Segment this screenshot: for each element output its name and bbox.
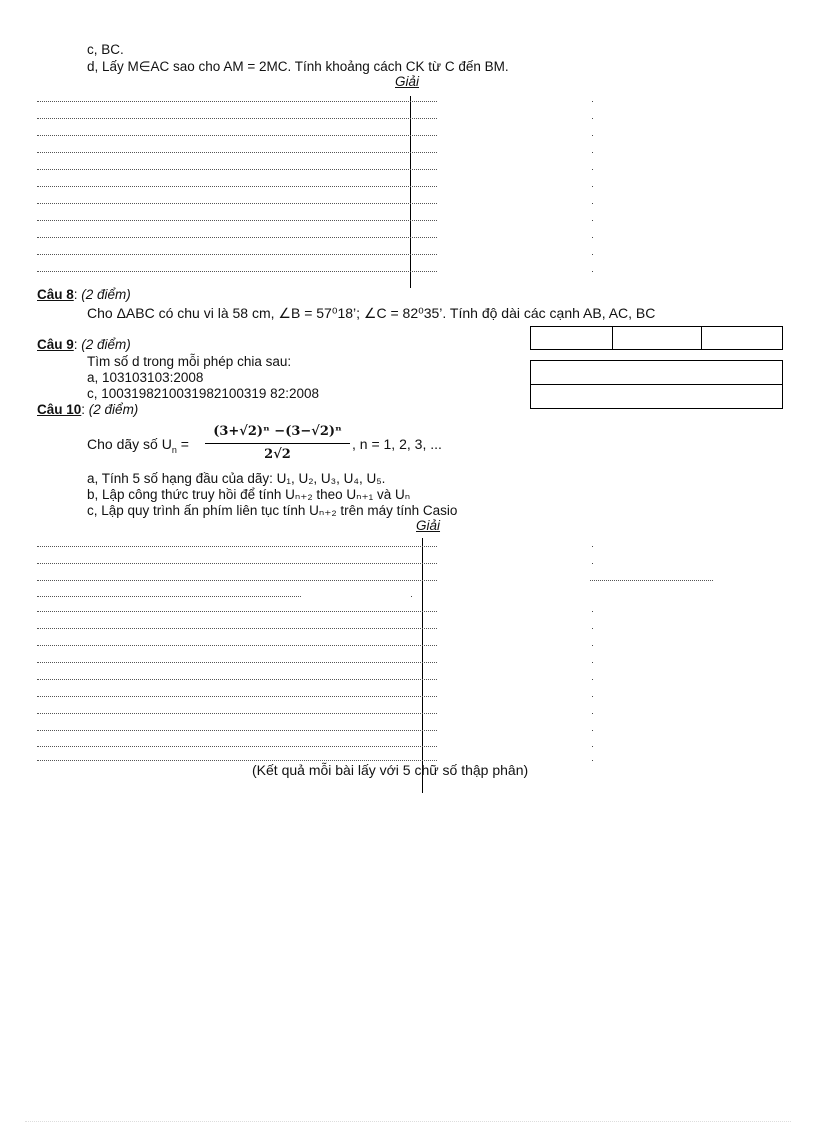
- q10-item-c: c, Lập quy trình ấn phím liên tục tính Uₙ₊₂ trên máy tính Casio: [87, 503, 458, 518]
- answer-line: [37, 563, 437, 564]
- q9-prompt: Tìm số d trong mỗi phép chia sau:: [87, 354, 292, 369]
- q9-points: (2 điểm): [81, 337, 131, 352]
- answer-line: [37, 645, 437, 646]
- q9-label: Câu 9: [37, 337, 74, 352]
- q9-item-a: a, 103103103:2008: [87, 370, 204, 385]
- answer-line: [37, 118, 437, 119]
- answer-line: [37, 271, 437, 272]
- answer-line: [37, 628, 437, 629]
- answer-line: [37, 596, 301, 597]
- answer-line: [37, 220, 437, 221]
- answer-line: [37, 254, 437, 255]
- q9-heading: Câu 9: (2 điểm): [37, 337, 131, 352]
- answer-line: [37, 730, 437, 731]
- answer-line: [37, 679, 437, 680]
- q10-item-b: b, Lập công thức truy hồi để tính Uₙ₊₂ theo Uₙ₊₁ và Uₙ: [87, 487, 411, 502]
- answer-line: [37, 546, 437, 547]
- q8-heading: Câu 8: (2 điểm): [37, 287, 131, 302]
- answer-line: [37, 580, 437, 581]
- q8-label: Câu 8: [37, 287, 74, 302]
- q10-numerator: (3+√2)ⁿ −(3−√2)ⁿ: [213, 424, 342, 439]
- answer-box-q9c[interactable]: [530, 384, 783, 409]
- q10-tail: , n = 1, 2, 3, ...: [352, 436, 442, 452]
- result-note: (Kết quả mỗi bài lấy với 5 chữ số thập phân): [252, 762, 529, 778]
- answer-line: [37, 746, 437, 747]
- answer-line: [37, 152, 437, 153]
- q10-intro: Cho dãy số $U_n$ =: [87, 436, 189, 455]
- answer-line: [37, 169, 437, 170]
- q8-points: (2 điểm): [81, 287, 131, 302]
- answer-line: [37, 203, 437, 204]
- answer-line: [37, 713, 437, 714]
- q10-denominator: 2√2: [264, 447, 291, 462]
- q10-item-a: a, Tính 5 số hạng đầu của dãy: U₁, U₂, U₃, U₄, U₅.: [87, 471, 386, 486]
- answer-line: [37, 611, 437, 612]
- giai-label-1: Giải: [395, 74, 420, 89]
- answer-line: [590, 580, 713, 581]
- answer-line: [37, 696, 437, 697]
- answer-divider-2: [422, 538, 423, 793]
- answer-line: [37, 186, 437, 187]
- answer-line: [37, 760, 437, 761]
- item-d: d, Lấy M∈AC sao cho AM = 2MC. Tính khoảng cách CK từ C đến BM.: [87, 59, 509, 74]
- q10-label: Câu 10: [37, 402, 82, 417]
- item-c: c, BC.: [87, 42, 124, 57]
- answer-line: [37, 135, 437, 136]
- page-bottom-border: [25, 1121, 791, 1122]
- answer-divider-1: [410, 96, 411, 288]
- answer-box-q9a[interactable]: [530, 360, 783, 385]
- q8-text: Cho ΔABC có chu vi là 58 cm, ∠B = 57⁰18’; ∠C = 82⁰35’. Tính độ dài các cạnh AB, AC, BC: [87, 305, 656, 321]
- q10-points: (2 điểm): [88, 402, 139, 417]
- answer-line: [37, 101, 437, 102]
- answer-box-q8[interactable]: [530, 326, 783, 350]
- q10-heading: Câu 10: (2 điểm): [37, 402, 139, 417]
- giai-label-2: Giải: [416, 518, 441, 533]
- answer-line: [37, 662, 437, 663]
- q10-fraction-bar: [205, 443, 350, 444]
- q9-item-c: c, 1003198210031982100319 82:2008: [87, 386, 319, 401]
- answer-line: [37, 237, 437, 238]
